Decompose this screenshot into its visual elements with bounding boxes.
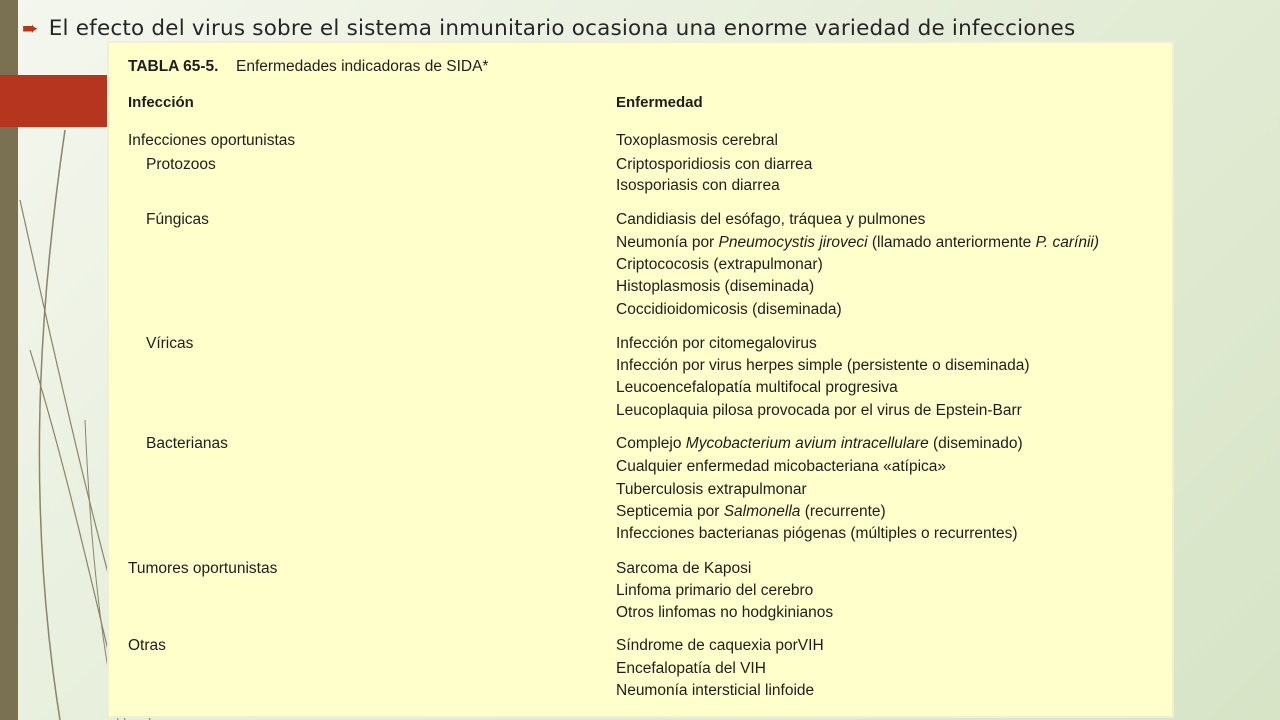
disease-item: Infecciones bacterianas piógenas (múltiples o recurrentes) xyxy=(616,525,1018,542)
disease-item: Leucoencefalopatía multifocal progresiva xyxy=(616,379,898,396)
subgroup-label: Fúngicas xyxy=(146,211,209,228)
disease-item: Cualquier enfermedad micobacteriana «atípica» xyxy=(616,458,947,475)
disease-item: Septicemia por Salmonella (recurrente) xyxy=(616,503,886,520)
slide-title-text: El efecto del virus sobre el sistema inmunitario ocasiona una enorme variedad de infecciones xyxy=(48,15,1076,41)
table-image-panel xyxy=(109,43,1172,716)
disease-item: Criptococosis (extrapulmonar) xyxy=(616,256,823,273)
disease-item: Criptosporidiosis con diarrea xyxy=(616,156,813,173)
disease-item: Coccidioidomicosis (diseminada) xyxy=(616,301,842,318)
disease-item: Otros linfomas no hodgkinianos xyxy=(616,604,834,621)
group-label: Tumores oportunistas xyxy=(128,560,278,577)
disease-item: Histoplasmosis (diseminada) xyxy=(616,278,815,295)
subgroup-label: Víricas xyxy=(146,335,194,352)
disease-item: Linfoma primario del cerebro xyxy=(616,582,814,599)
table-caption: Enfermedades indicadoras de SIDA* xyxy=(236,58,489,75)
disease-item: Infección por virus herpes simple (persistente o diseminada) xyxy=(616,357,1030,374)
disease-item: Encefalopatía del VIH xyxy=(616,660,766,677)
table-number: TABLA 65-5. xyxy=(128,58,219,75)
disease-item: Infección por citomegalovirus xyxy=(616,335,817,352)
disease-item: Candidiasis del esófago, tráquea y pulmones xyxy=(616,211,926,228)
group-label: Otras xyxy=(128,637,166,654)
slide-title xyxy=(22,12,1075,44)
disease-item: Neumonía intersticial linfoide xyxy=(616,682,815,699)
column-header-disease: Enfermedad xyxy=(616,94,703,111)
group-label: Infecciones oportunistas xyxy=(128,132,296,149)
arrow-bullet-icon: ➨ xyxy=(22,16,39,40)
disease-item: Sarcoma de Kaposi xyxy=(616,560,752,577)
disease-item: Síndrome de caquexia porVIH xyxy=(616,637,824,654)
disease-item: Toxoplasmosis cerebral xyxy=(616,132,778,149)
column-header-infection: Infección xyxy=(128,94,194,111)
disease-item: Complejo Mycobacterium avium intracellulare (diseminado) xyxy=(616,435,1023,452)
disease-item: Tuberculosis extrapulmonar xyxy=(616,481,807,498)
disease-item: Leucoplaquia pilosa provocada por el virus de Epstein-Barr xyxy=(616,402,1022,419)
subgroup-label: Protozoos xyxy=(146,156,216,173)
subgroup-label: Bacterianas xyxy=(146,435,228,452)
disease-item: Isosporiasis con diarrea xyxy=(616,177,780,194)
disease-item: Neumonía por Pneumocystis jiroveci (llamado anteriormente P. carínii) xyxy=(616,234,1100,251)
